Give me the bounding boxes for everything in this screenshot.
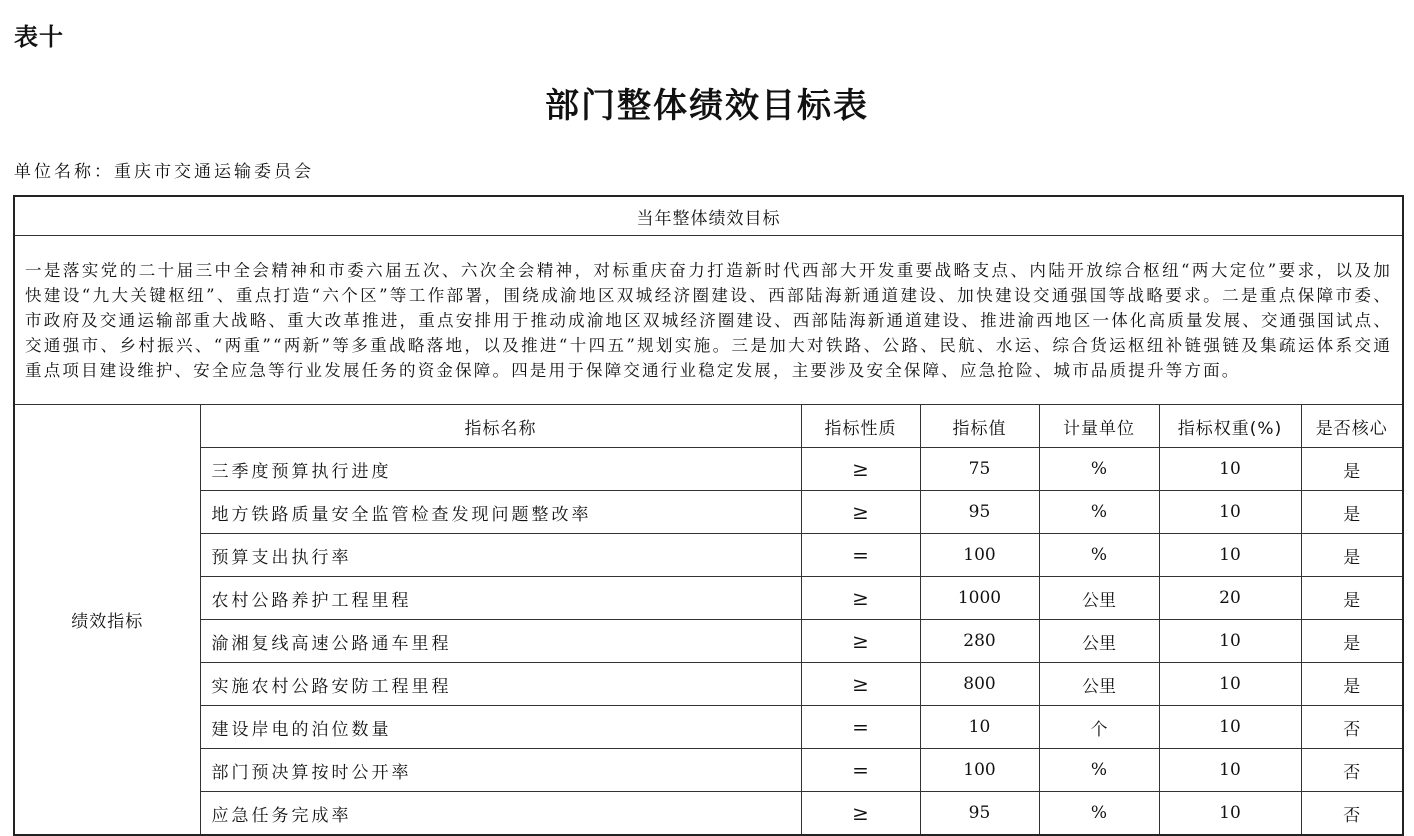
indicator-core: 是	[1301, 577, 1403, 620]
indicator-value: 100	[920, 534, 1039, 577]
page-title: 部门整体绩效目标表	[545, 86, 869, 126]
table-row	[14, 534, 1403, 577]
indicator-weight: 20	[1159, 577, 1301, 620]
indicator-core: 是	[1301, 448, 1403, 491]
indicator-weight: 10	[1159, 792, 1301, 836]
indicator-value: 1000	[920, 577, 1039, 620]
indicator-value: 75	[920, 448, 1039, 491]
indicator-unit: 个	[1039, 706, 1159, 749]
indicator-name: 渝湘复线高速公路通车里程	[200, 620, 801, 663]
indicator-value: 95	[920, 491, 1039, 534]
indicator-name: 三季度预算执行进度	[200, 448, 801, 491]
indicator-weight: 10	[1159, 663, 1301, 706]
indicator-unit: %	[1039, 491, 1159, 534]
table-row	[14, 448, 1403, 491]
indicator-nature: =	[801, 749, 920, 792]
table-row	[14, 749, 1403, 792]
annual-goal-text: 一是落实党的二十届三中全会精神和市委六届五次、六次全会精神，对标重庆奋力打造新时代西部大开发重要战略支点、内陆开放综合枢纽“两大定位”要求，以及加快建设“九大关键枢纽”、重点打造“六个区”等工作部署，围绕成渝地区双城经济圈建设、西部陆海新通道建设、加快建设交通强国等战略要求。二是重点保障市委、市政府及交通运输部重大战略、重大改革推进，重点安排用于推动成渝地区双城经济圈建设、西部陆海新通道建设、推进渝西地区一体化高质量发展、交通强国试点、交通强市、乡村振兴、“两重”“两新”等多重战略落地，以及推进“十四五”规划实施。三是加大对铁路、公路、民航、水运、综合货运枢纽补链强链及集疏运体系交通重点项目建设维护、安全应急等行业发展任务的资金保障。四是用于保障交通行业稳定发展，主要涉及安全保障、应急抢险、城市品质提升等方面。	[14, 236, 1403, 405]
indicator-weight: 10	[1159, 620, 1301, 663]
performance-goal-table	[13, 195, 1404, 836]
indicator-core: 是	[1301, 534, 1403, 577]
table-number: 表十	[14, 23, 64, 51]
indicator-name: 实施农村公路安防工程里程	[200, 663, 801, 706]
indicator-value: 280	[920, 620, 1039, 663]
indicator-value: 95	[920, 792, 1039, 836]
indicator-unit: 公里	[1039, 663, 1159, 706]
indicator-nature: =	[801, 534, 920, 577]
indicator-weight: 10	[1159, 749, 1301, 792]
column-header-value: 指标值	[920, 405, 1039, 448]
indicator-nature: ≥	[801, 792, 920, 836]
column-header-nature: 指标性质	[801, 405, 920, 448]
indicator-nature: ≥	[801, 663, 920, 706]
indicator-name: 部门预决算按时公开率	[200, 749, 801, 792]
indicator-value: 100	[920, 749, 1039, 792]
indicator-name: 建设岸电的泊位数量	[200, 706, 801, 749]
indicator-core: 否	[1301, 749, 1403, 792]
indicator-value: 10	[920, 706, 1039, 749]
indicator-weight: 10	[1159, 491, 1301, 534]
indicator-core: 是	[1301, 491, 1403, 534]
annual-goal-heading: 当年整体绩效目标	[14, 196, 1403, 236]
column-header-weight: 指标权重(%)	[1159, 405, 1301, 448]
column-header-unit: 计量单位	[1039, 405, 1159, 448]
indicator-unit: 公里	[1039, 620, 1159, 663]
column-header-core: 是否核心	[1301, 405, 1403, 448]
unit-name-label: 单位名称：重庆市交通运输委员会	[14, 162, 314, 182]
indicator-name: 应急任务完成率	[200, 792, 801, 836]
indicator-core: 否	[1301, 792, 1403, 836]
indicator-nature: ≥	[801, 577, 920, 620]
table-row	[14, 620, 1403, 663]
indicator-core: 是	[1301, 620, 1403, 663]
indicators-row-label: 绩效指标	[14, 405, 200, 836]
table-row	[14, 491, 1403, 534]
table-row	[14, 792, 1403, 836]
table-row	[14, 663, 1403, 706]
indicator-unit: %	[1039, 749, 1159, 792]
indicator-value: 800	[920, 663, 1039, 706]
indicator-core: 是	[1301, 663, 1403, 706]
indicator-nature: ≥	[801, 491, 920, 534]
indicator-nature: =	[801, 706, 920, 749]
column-header-name: 指标名称	[200, 405, 801, 448]
indicator-unit: %	[1039, 448, 1159, 491]
table-row	[14, 706, 1403, 749]
indicator-unit: %	[1039, 534, 1159, 577]
indicator-unit: %	[1039, 792, 1159, 836]
indicator-weight: 10	[1159, 534, 1301, 577]
indicator-unit: 公里	[1039, 577, 1159, 620]
indicator-weight: 10	[1159, 448, 1301, 491]
indicator-weight: 10	[1159, 706, 1301, 749]
indicator-nature: ≥	[801, 448, 920, 491]
indicator-name: 地方铁路质量安全监管检查发现问题整改率	[200, 491, 801, 534]
table-row	[14, 577, 1403, 620]
indicator-name: 农村公路养护工程里程	[200, 577, 801, 620]
indicator-nature: ≥	[801, 620, 920, 663]
indicator-name: 预算支出执行率	[200, 534, 801, 577]
indicator-core: 否	[1301, 706, 1403, 749]
